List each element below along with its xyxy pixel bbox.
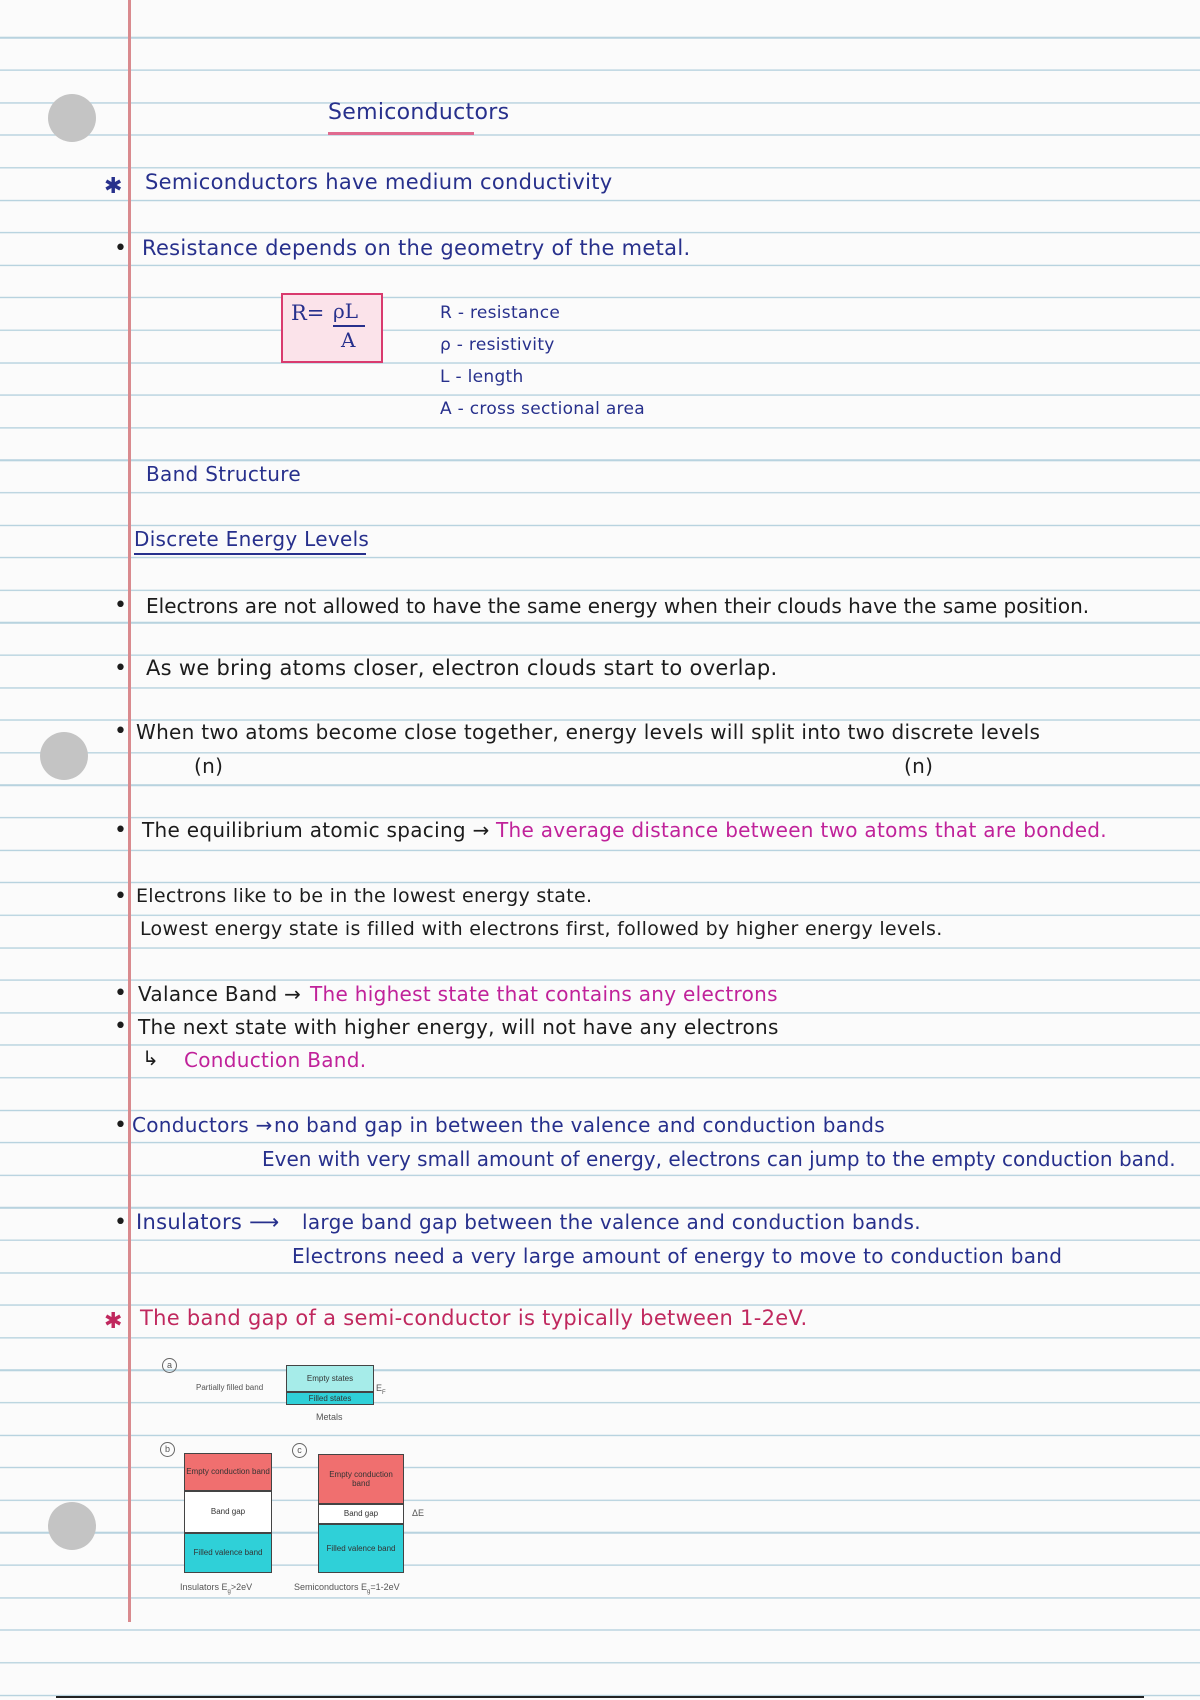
note-insulators-detail: Electrons need a very large amount of energy to move to conduction band [292,1244,1063,1268]
panel-b-marker: b [160,1442,175,1457]
insulator-band-gap [184,1491,272,1533]
bullet: • [114,236,127,261]
note-insulators-label: Insulators ⟶ [136,1210,280,1234]
note-electrons-same-energy: Electrons are not allowed to have the same energy when their clouds have the same position. [146,594,1090,618]
semis-caption-tail: =1-2eV [370,1582,400,1592]
panel-c-marker: c [292,1443,307,1458]
note-split-n-right: (n) [904,754,934,778]
filled-states-label: Filled states [308,1393,352,1403]
note-lowest-state: Electrons like to be in the lowest energy state. [136,885,593,907]
bottom-rule [56,1696,1144,1698]
semis-caption-subscript: g [367,1588,371,1595]
star-marker: ✱ [104,174,123,199]
semi-conduction-band [318,1454,404,1504]
formula-denominator: A [341,328,356,352]
note-next-state: The next state with higher energy, will not have any electrons [138,1015,779,1039]
legend-resistance: R - resistance [440,303,561,323]
semi-gap-label: Band gap [343,1509,379,1519]
insulators-caption-subscript: g [227,1588,231,1595]
legend-length: L - length [440,367,524,387]
band-diagram-figure [150,1350,440,1600]
note-conductors-definition: no band gap in between the valence and conduction bands [274,1113,886,1137]
margin-line [128,0,131,1622]
note-split-levels: When two atoms become close together, energy levels will split into two discrete levels [136,720,1041,744]
heading-band-structure: Band Structure [146,462,301,486]
star-marker: ✱ [104,1309,123,1334]
insulator-valence-label: Filled valence band [193,1548,263,1558]
semi-conduction-label: Empty conduction band [329,1469,393,1488]
semi-valence-label: Filled valence band [326,1543,396,1553]
insulator-gap-label: Band gap [210,1507,246,1517]
semiconductors-caption [294,1582,400,1595]
bullet: • [114,981,127,1006]
note-conductors-detail: Even with very small amount of energy, electrons can jump to the empty conduction band. [262,1147,1176,1171]
resistance-formula-box [281,293,383,363]
legend-resistivity: ρ - resistivity [440,335,555,355]
page-title: Semiconductors [328,100,510,125]
note-valence-definition: The highest state that contains any electrons [310,982,778,1006]
note-intro: Semiconductors have medium conductivity [145,170,613,194]
empty-states-block [286,1365,374,1392]
filled-states-block [286,1392,374,1405]
bullet: • [114,1014,127,1039]
semi-valence-band [318,1524,404,1573]
binder-hole-middle [40,732,88,780]
title-underline [328,132,474,135]
formula-numerator: ρL [333,299,359,323]
binder-hole-top [48,94,96,142]
partially-filled-label: Partially filled band [196,1383,264,1392]
legend-area: A - cross sectional area [440,399,645,419]
fermi-symbol: E [376,1383,383,1393]
bullet: • [114,656,127,681]
insulators-caption [180,1582,252,1595]
note-band-gap: The band gap of a semi-conductor is typically between 1-2eV. [140,1306,808,1330]
insulator-conduction-band [184,1453,272,1491]
bullet: • [114,1210,127,1235]
note-resistance: Resistance depends on the geometry of the metal. [142,236,691,260]
note-lowest-filled: Lowest energy state is filled with electrons first, followed by higher energy levels. [140,918,943,940]
binder-hole-bottom [48,1502,96,1550]
bullet: • [114,719,127,744]
bullet: • [114,884,127,909]
note-equilibrium-label: The equilibrium atomic spacing → [142,818,490,842]
insulators-caption-tail: >2eV [230,1582,253,1592]
panel-a-marker: a [162,1358,177,1373]
metals-caption: Metals [316,1412,343,1422]
heading-discrete-levels: Discrete Energy Levels [134,527,370,551]
formula-fraction-bar [333,325,365,327]
note-bring-closer: As we bring atoms closer, electron clouds start to overlap. [146,656,778,680]
bullet: • [114,593,127,618]
heading-underline [134,553,366,555]
semi-band-gap [318,1504,404,1524]
insulators-caption-text: Insulators E [180,1582,228,1592]
insulator-valence-band [184,1533,272,1573]
note-split-n-left: (n) [194,754,224,778]
fermi-level-label [376,1383,386,1396]
fermi-subscript: F [382,1389,386,1396]
delta-e-label: ΔE [412,1508,425,1518]
bullet: • [114,1113,127,1138]
empty-states-label: Empty states [306,1373,354,1383]
note-conduction-band: Conduction Band. [184,1048,367,1072]
arrow-glyph: ↳ [142,1046,160,1070]
formula-lhs: R= [291,301,325,325]
note-valence-label: Valance Band → [138,982,302,1006]
semis-caption-text: Semiconductors E [294,1582,368,1592]
note-insulators-definition: large band gap between the valence and conduction bands. [302,1210,921,1234]
insulator-conduction-label: Empty conduction band [186,1467,270,1477]
note-equilibrium-definition: The average distance between two atoms that are bonded. [496,818,1107,842]
bullet: • [114,818,127,843]
note-conductors-label: Conductors → [132,1113,273,1137]
